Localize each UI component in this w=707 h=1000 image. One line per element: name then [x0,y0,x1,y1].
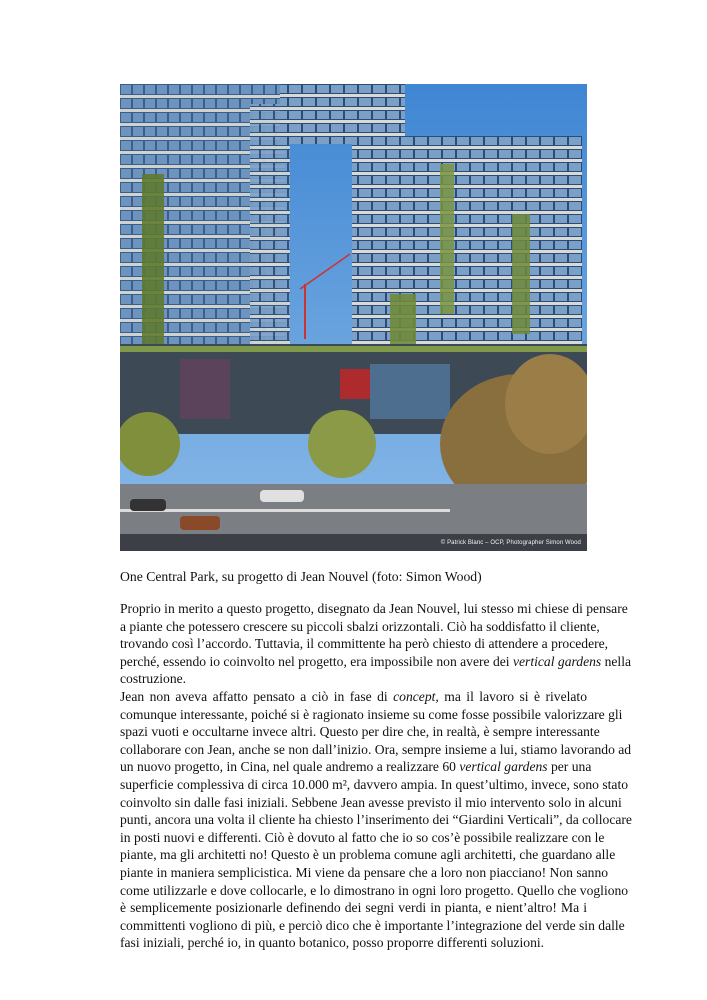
text-line [120,829,605,847]
photo-credit: © Patrick Blanc – OCP, Photographer Simon Wood [440,540,581,546]
text-line [120,846,616,864]
text-segment: collaborare con Jean, anche se non dall’inizio. Ora, sempre insieme a lui, stiamo lavorando ad [120,741,632,757]
text-segment: un nuovo progetto, in Cina, nel quale andremo a realizzare 60 [120,759,460,775]
text-line [120,811,632,829]
text-segment: come utilizzarle e dove collocarle, e lo dimostrano in ogni loro progetto. Quello che vogliono [120,882,629,898]
text-segment: comunque interessante, poiché si è ragionato insieme su come fosse possibile valorizzare gli [120,706,623,722]
text-line [120,794,622,812]
text-line [120,618,600,636]
text-line [120,635,609,653]
text-line [120,706,623,724]
text-line [120,864,609,882]
text-segment: trovando così l’accordo. Tuttavia, il committente ha però chiesto di attendere a procedere, [120,636,609,652]
text-line [120,934,587,952]
text-segment: superficie complessiva di circa 10.000 m², davvero ampia. In quest’ultimo, invece, sono stato [120,776,629,792]
text-segment: piante, ma gli architetti no! Questo è un problema comune agli architetti, che guardano alle [120,847,616,863]
text-segment: perché, essendo io coinvolto nel progetto, era impossibile non avere dei [120,653,513,669]
photo-caption: One Central Park, su progetto di Jean Nouvel (foto: Simon Wood) [120,569,482,584]
text-segment: , ma il lavoro si è rivelato [435,688,587,704]
text-segment: punti, ancora una volta il cliente ha chiesto l’inserimento dei “Giardini Verticali”, da collocare [120,812,632,828]
text-line [120,600,628,618]
text-line [120,653,632,671]
text-line [120,899,587,917]
text-segment: Proprio in merito a questo progetto, disegnato da Jean Nouvel, lui stesso mi chiese di pensare [120,601,628,616]
italic-term: concept [393,688,436,704]
text-line [120,670,587,688]
text-segment: spazi vuoti e occultarne invece altri. Questo per dire che, in realtà, è sempre interessante [120,724,600,740]
italic-term: vertical gardens [512,653,602,669]
text-segment: in posti nuovi e differenti. Ciò è dovuto al fatto che io so cos’è possibile realizzare con le [120,829,605,845]
text-segment: è semplicemente posizionarle definendo dei segni verdi in pianta, e nient’altro! Ma i [120,900,587,916]
text-line [120,917,625,935]
text-segment: coinvolto sin dalle fasi iniziali. Sebbene Jean avesse previsto il mio intervento solo in alcuni [120,794,622,810]
text-segment: fasi iniziali, perché io, in quanto botanico, posso proporre differenti soluzioni. [120,935,545,951]
text-segment: costruzione. [120,671,187,687]
text-segment: Jean non aveva affatto pensato a ciò in fase di [120,688,394,704]
text-line [120,758,592,776]
text-segment: per una [547,759,592,775]
text-line [120,741,632,759]
text-segment: nella [601,653,632,669]
text-line [120,882,629,900]
italic-term: vertical gardens [459,759,548,775]
text-line [120,723,600,741]
text-segment: piante in maniera semplicistica. Mi viene da pensare che a loro non piacciano! Non sanno [120,864,609,880]
text-line [120,688,587,706]
body-paragraph [120,600,632,952]
text-segment: committenti vogliono di più, e perciò dico che è importante l’integrazione del verde sin dalle [120,917,625,933]
text-line [120,776,629,794]
building-photo [120,84,587,551]
text-segment: a piante che potessero crescere su piccoli sbalzi orizzontali. Ciò ha soddisfatto il cliente, [120,618,600,634]
one-central-park-image [120,84,587,551]
